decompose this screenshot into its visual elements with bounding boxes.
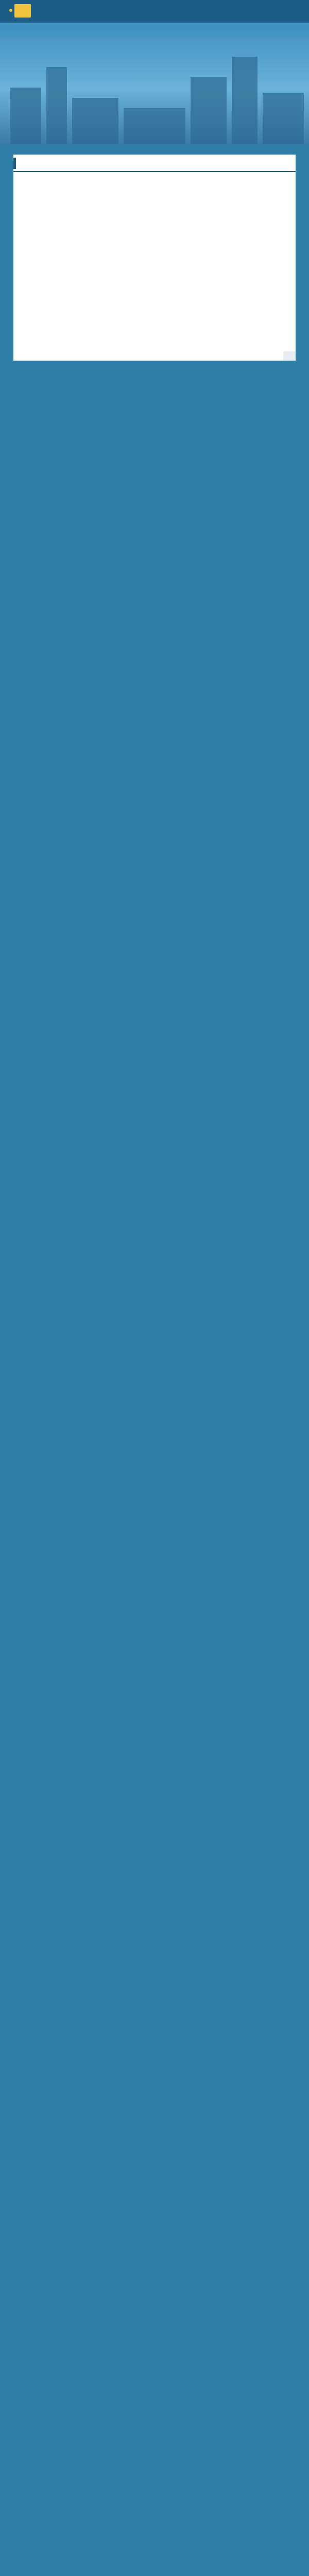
toc-card [13,155,296,361]
card-footer [283,351,296,361]
building-shape [46,67,67,144]
building-shape [124,108,185,144]
category-tag [14,4,31,18]
hero-banner [0,23,309,144]
tag-dot-icon [9,9,12,12]
top-bar [0,0,309,23]
toc-header-bar [13,158,16,169]
building-shape [263,93,304,144]
toc-header [13,155,296,172]
building-shape [72,98,118,144]
building-shape [191,77,227,144]
building-shape [10,88,41,144]
building-shape [232,57,258,144]
